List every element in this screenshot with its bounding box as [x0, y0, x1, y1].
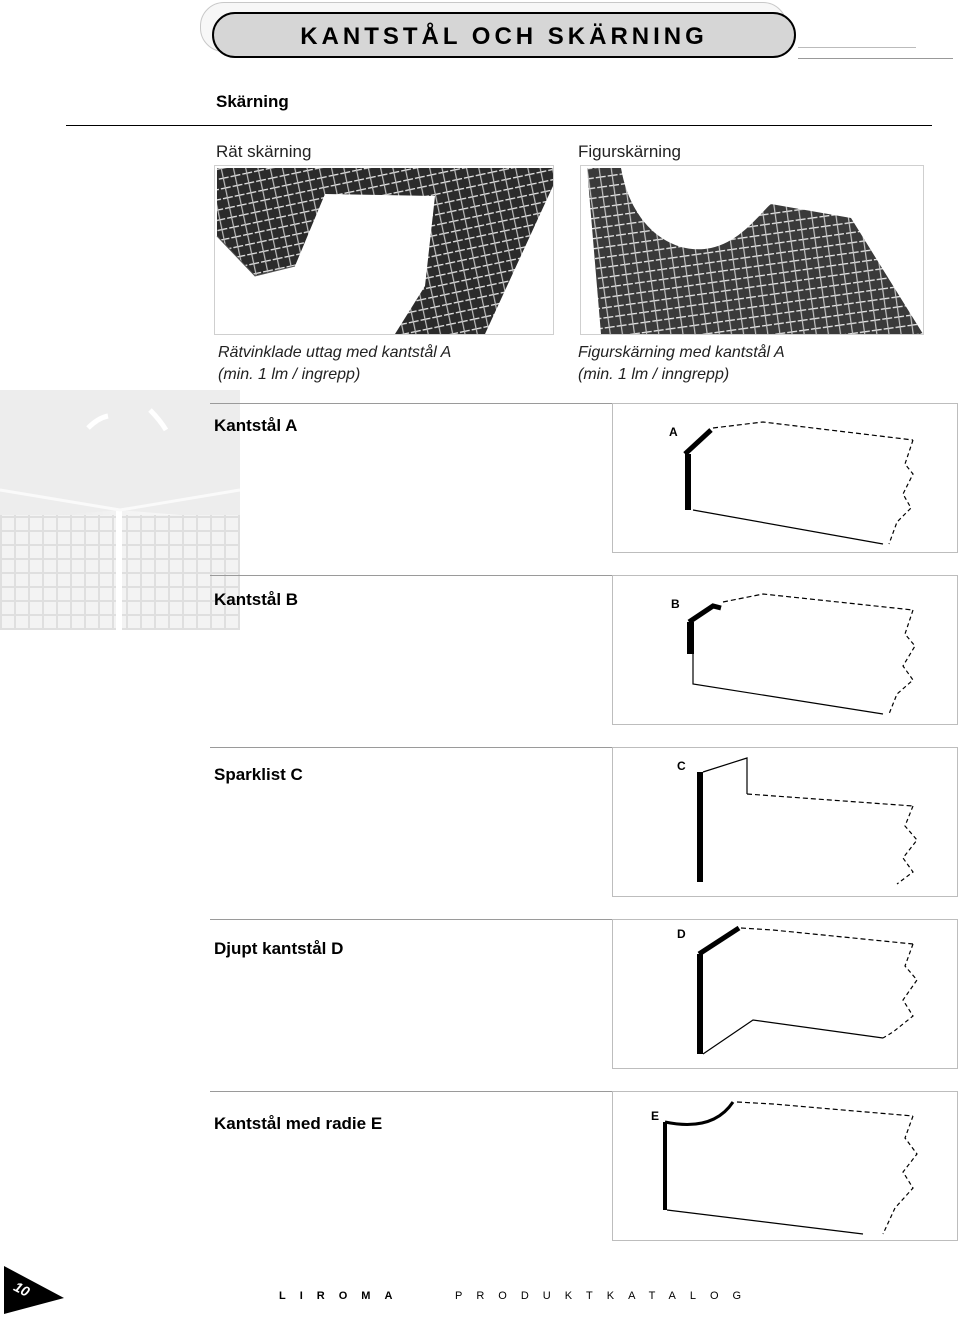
edge-label-c: Sparklist C	[214, 765, 303, 784]
header-rule	[798, 47, 916, 48]
footer-brand: LIROMA	[279, 1290, 407, 1302]
row-divider	[210, 575, 612, 576]
straight-cut-heading: Rät skärning	[216, 142, 312, 161]
figure-cut-caption	[578, 342, 785, 386]
background-photo	[0, 390, 240, 630]
edge-diagram-c	[612, 747, 958, 897]
row-divider	[210, 403, 612, 404]
page-title: KANTSTÅL OCH SKÄRNING	[300, 23, 708, 50]
page-number: 10	[11, 1278, 33, 1300]
caption-line: Rätvinklade uttag med kantstål A	[218, 344, 452, 361]
straight-cut-image	[214, 165, 554, 335]
header-rule	[798, 58, 953, 59]
edge-diagram-e	[612, 1091, 958, 1241]
caption-line: (min. 1 lm / ingrepp)	[218, 366, 361, 383]
section-title: Skärning	[216, 92, 289, 111]
page-number-badge	[0, 1264, 70, 1318]
edge-letter: B	[671, 597, 680, 611]
figure-cut-image	[580, 165, 924, 335]
section-divider	[66, 125, 932, 126]
edge-diagram-b	[612, 575, 958, 725]
header-tab	[212, 12, 796, 58]
edge-letter: D	[677, 927, 686, 941]
edge-label-e: Kantstål med radie E	[214, 1114, 383, 1133]
caption-line: (min. 1 lm / inngrepp)	[578, 366, 730, 383]
row-divider	[210, 747, 612, 748]
straight-cut-caption	[218, 342, 451, 386]
edge-letter: E	[651, 1109, 660, 1123]
edge-label-a: Kantstål A	[214, 416, 298, 435]
edge-letter: A	[669, 425, 678, 439]
edge-label-b: Kantstål B	[214, 590, 299, 609]
edge-label-d: Djupt kantstål D	[214, 939, 344, 958]
row-divider	[210, 1091, 612, 1092]
edge-diagram-a	[612, 403, 958, 553]
caption-line: Figurskärning med kantstål A	[578, 344, 785, 361]
edge-diagram-d	[612, 919, 958, 1069]
edge-letter: C	[677, 759, 686, 773]
figure-cut-heading: Figurskärning	[578, 142, 681, 161]
row-divider	[210, 919, 612, 920]
footer-catalog: PRODUKTKATALOG	[455, 1290, 756, 1302]
